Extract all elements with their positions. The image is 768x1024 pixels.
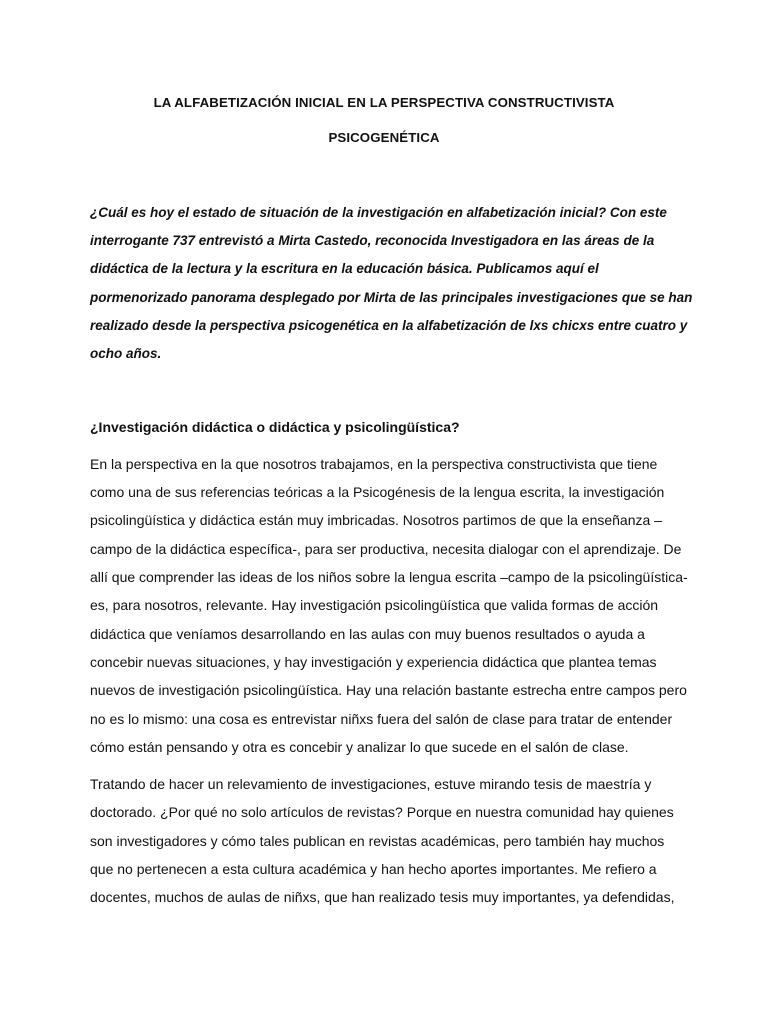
paragraph-1-line: cómo están pensando y otra es concebir y analizar lo que sucede en el salón de clase. xyxy=(90,739,629,755)
intro-line: ¿Cuál es hoy el estado de situación de la investigación en alfabetización inicial? Con este xyxy=(90,205,667,220)
paragraph-1-line: psicolingüística y didáctica están muy imbricadas. Nosotros partimos de que la enseñanza – xyxy=(90,512,662,528)
intro-line: realizado desde la perspectiva psicogenética en la alfabetización de lxs chicxs entre cuatro y xyxy=(90,318,688,333)
paragraph-2-line: doctorado. ¿Por qué no solo artículos de revistas? Porque en nuestra comunidad hay quienes xyxy=(90,804,674,820)
paragraph-1-line: es, para nosotros, relevante. Hay investigación psicolingüística que valida formas de acción xyxy=(90,597,659,613)
intro-line: didáctica de la lectura y la escritura en la educación básica. Publicamos aquí el xyxy=(90,261,599,276)
paragraph-1-line: nuevos de investigación psicolingüística. Hay una relación bastante estrecha entre campos pero xyxy=(90,682,687,698)
document-title-line-2: PSICOGENÉTICA xyxy=(328,130,440,145)
paragraph-1-line: didáctica que veníamos desarrollando en las aulas con muy buenos resultados o ayuda a xyxy=(90,626,645,642)
paragraph-1-line: allí que comprender las ideas de los niños sobre la lengua escrita –campo de la psicolingüística- xyxy=(90,569,688,585)
intro-line: ocho años. xyxy=(90,346,162,361)
intro-line: interrogante 737 entrevistó a Mirta Castedo, reconocida Investigadora en las áreas de la xyxy=(90,233,655,248)
paragraph-1-line: como una de sus referencias teóricas a la Psicogénesis de la lengua escrita, la investigación xyxy=(90,484,665,500)
intro-line: pormenorizado panorama desplegado por Mirta de las principales investigaciones que se han xyxy=(90,290,693,305)
paragraph-1-line: concebir nuevas situaciones, y hay investigación y experiencia didáctica que plantea temas xyxy=(90,654,657,670)
paragraph-2-line: docentes, muchos de aulas de niñxs, que han realizado tesis muy importantes, ya defendidas, xyxy=(90,889,675,905)
paragraph-1-line: no es lo mismo: una cosa es entrevistar niñxs fuera del salón de clase para tratar de entender xyxy=(90,711,673,727)
paragraph-1-line: En la perspectiva en la que nosotros trabajamos, en la perspectiva constructivista que tiene xyxy=(90,456,658,472)
paragraph-2-line: Tratando de hacer un relevamiento de investigaciones, estuve mirando tesis de maestría y xyxy=(90,776,652,792)
document-title-line-1: LA ALFABETIZACIÓN INICIAL EN LA PERSPECTIVA CONSTRUCTIVISTA xyxy=(153,95,615,110)
paragraph-2-line: son investigadores y cómo tales publican en revistas académicas, pero también hay muchos xyxy=(90,833,665,849)
paragraph-2-line: que no pertenecen a esta cultura académica y han hecho aportes importantes. Me refiero a xyxy=(90,861,657,877)
section-heading: ¿Investigación didáctica o didáctica y psicolingüística? xyxy=(90,419,460,435)
paragraph-1-line: campo de la didáctica específica-, para ser productiva, necesita dialogar con el aprendizaje. De xyxy=(90,541,682,557)
